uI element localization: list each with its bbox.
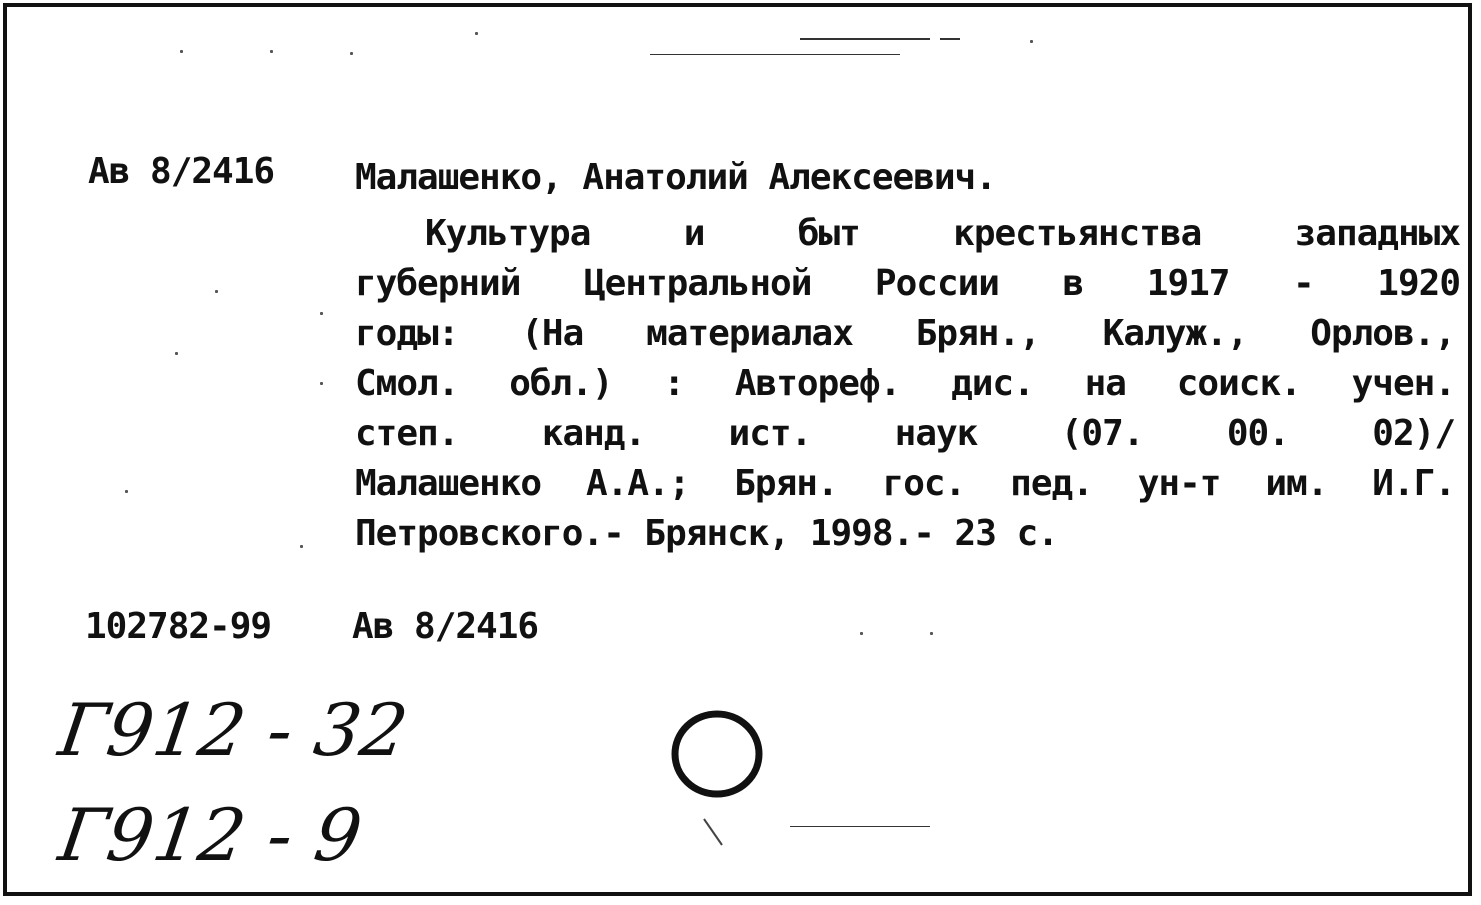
scan-speck <box>790 826 930 827</box>
call-number: Ав 8/2416 <box>88 151 275 192</box>
scan-speck <box>180 50 183 53</box>
inventory-call-number: Ав 8/2416 <box>352 606 539 647</box>
scan-speck <box>125 490 128 493</box>
title-line: губерний Центральной России в 1917 - 1920 <box>355 263 1460 304</box>
title-line: Малашенко А.А.; Брян. гос. пед. ун-т им. И.Г. <box>355 463 1455 504</box>
scan-speck <box>320 382 323 385</box>
scan-speck <box>930 632 933 635</box>
scan-speck <box>860 632 863 635</box>
scan-speck <box>475 32 478 35</box>
title-line: Культура и быт крестьянства западных <box>425 213 1460 254</box>
scan-speck <box>1030 40 1033 43</box>
author-heading: Малашенко, Анатолий Алексеевич. <box>355 157 996 198</box>
title-line: годы: (На материалах Брян., Калуж., Орлов., <box>355 313 1455 354</box>
scan-speck <box>350 52 353 55</box>
scan-speck <box>270 50 273 53</box>
scan-speck <box>300 545 303 548</box>
scan-speck <box>215 290 218 293</box>
pen-stroke-icon <box>700 815 730 855</box>
title-line: степ. канд. ист. наук (07. 00. 02)/ <box>355 413 1455 454</box>
scan-speck <box>800 38 930 40</box>
scan-speck <box>940 38 960 40</box>
title-line: Смол. обл.) : Автореф. дис. на соиск. учен. <box>355 363 1455 404</box>
inventory-number: 102782-99 <box>85 606 272 647</box>
handwritten-note: Г912 - 9 <box>54 793 367 877</box>
title-line: Петровского.- Брянск, 1998.- 23 с. <box>355 513 1058 554</box>
scan-speck <box>175 352 178 355</box>
circle-mark-icon <box>670 708 764 800</box>
scan-speck <box>650 54 900 55</box>
scan-speck <box>320 312 323 315</box>
handwritten-note: Г912 - 32 <box>54 688 413 772</box>
